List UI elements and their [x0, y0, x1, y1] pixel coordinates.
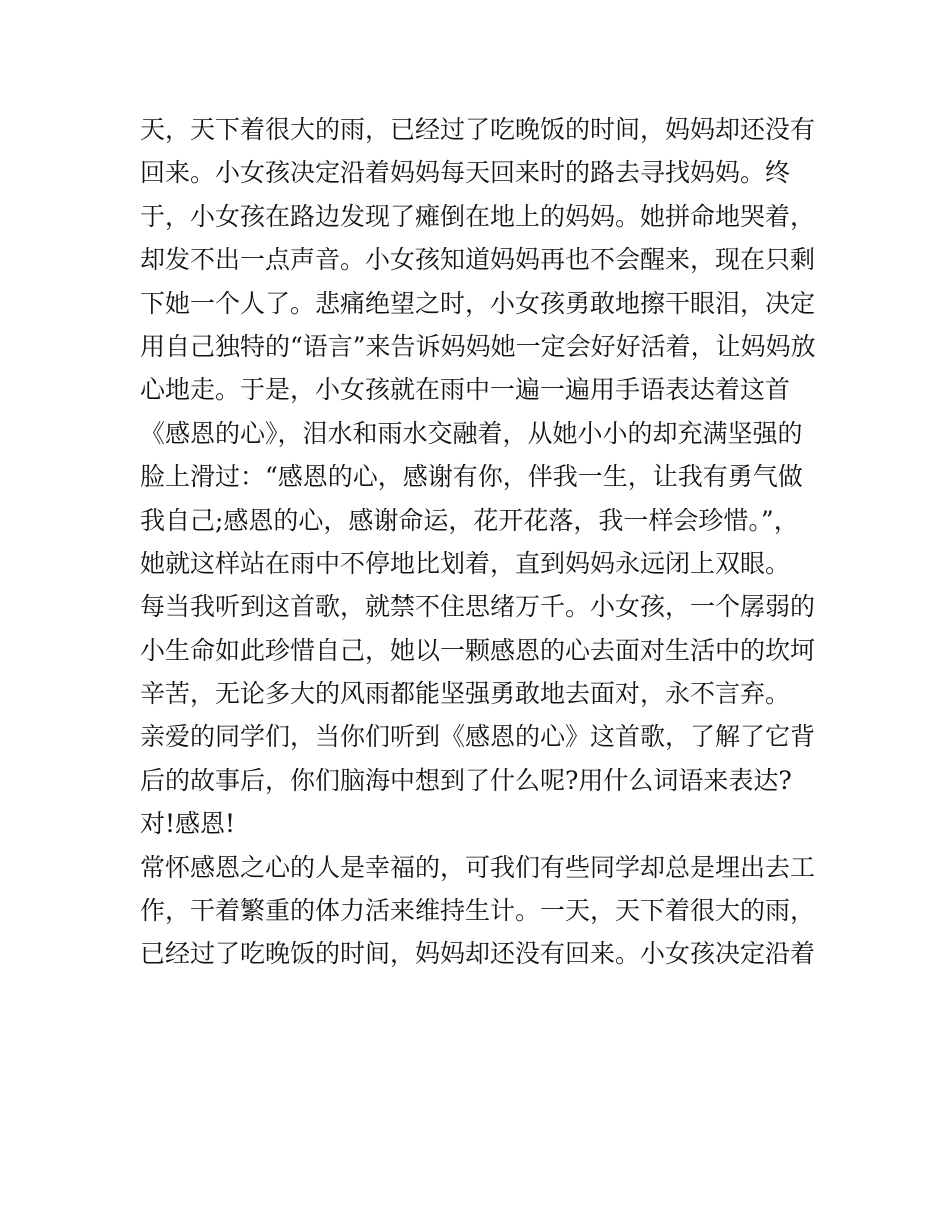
text-line: 我自己;感恩的心，感谢命运，花开花落，我一样会珍惜。”， [140, 505, 799, 535]
text-line: 常怀感恩之心的人是幸福的，可我们有些同学却总是埋出去工 [140, 852, 816, 882]
text-line: 辛苦，无论多大的风雨都能坚强勇敢地去面对，永不言弃。 [140, 679, 791, 709]
text-line: 用自己独特的“语言”来告诉妈妈她一定会好好活着，让妈妈放 [140, 331, 816, 361]
text-line: 心地走。于是，小女孩就在雨中一遍一遍用手语表达着这首 [140, 375, 791, 405]
text-line: 每当我听到这首歌，就禁不住思绪万千。小女孩，一个孱弱的 [140, 592, 816, 622]
text-line: 却发不出一点声音。小女孩知道妈妈再也不会醒来，现在只剩 [140, 245, 816, 275]
text-line: 于，小女孩在路边发现了瘫倒在地上的妈妈。她拼命地哭着， [140, 201, 816, 231]
text-line: 天，天下着很大的雨，已经过了吃晚饭的时间，妈妈却还没有 [140, 115, 816, 144]
text-line: 回来。小女孩决定沿着妈妈每天回来时的路去寻找妈妈。终 [140, 158, 791, 188]
text-line: 亲爱的同学们，当你们听到《感恩的心》这首歌，了解了它背 [140, 722, 816, 752]
text-line: 小生命如此珍惜自己，她以一颗感恩的心去面对生活中的坎坷 [140, 635, 816, 665]
text-line: 已经过了吃晚饭的时间，妈妈却还没有回来。小女孩决定沿着 [140, 939, 816, 969]
body-text [140, 108, 820, 976]
text-line: 作，干着繁重的体力活来维持生计。一天，天下着很大的雨， [140, 896, 816, 926]
text-line: 《感恩的心》，泪水和雨水交融着，从她小小的却充满坚强的 [140, 418, 803, 448]
text-line: 下她一个人了。悲痛绝望之时，小女孩勇敢地擦干眼泪，决定 [140, 288, 816, 318]
text-line: 她就这样站在雨中不停地比划着，直到妈妈永远闭上双眼。 [140, 548, 791, 578]
text-line: 脸上滑过：“感恩的心，感谢有你，伴我一生，让我有勇气做 [140, 462, 803, 492]
text-line: 后的故事后，你们脑海中想到了什么呢?用什么词语来表达? [140, 765, 792, 795]
text-line: 对!感恩! [140, 809, 236, 839]
